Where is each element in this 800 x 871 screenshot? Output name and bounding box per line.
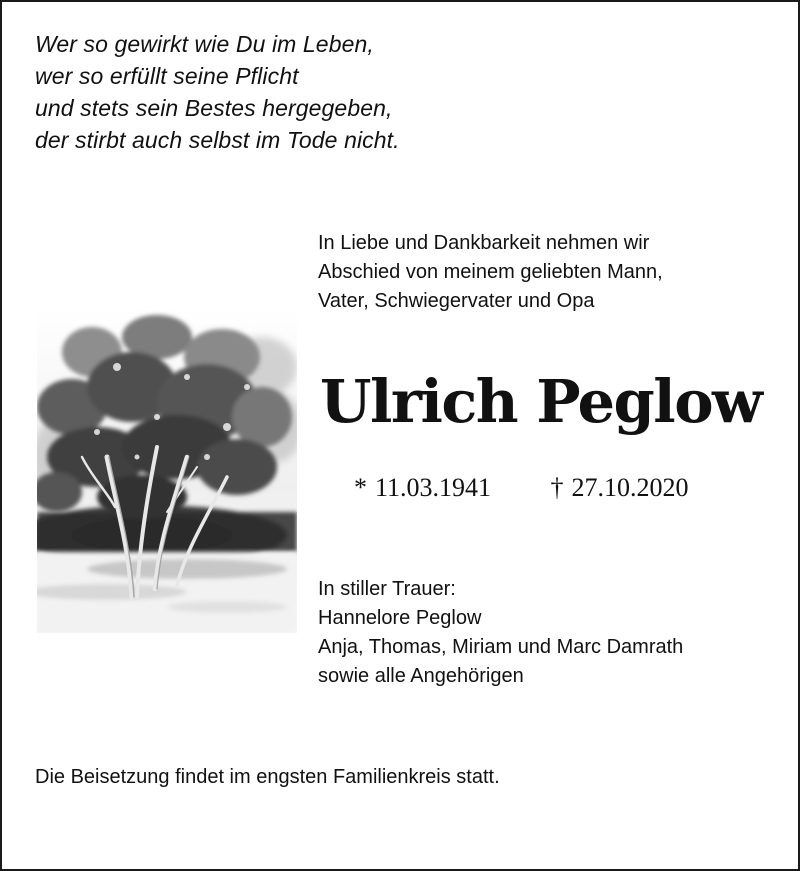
intro-line: Vater, Schwiegervater und Opa — [318, 290, 595, 312]
intro-line: In Liebe und Dankbarkeit nehmen wir — [318, 232, 650, 254]
deceased-name: Ulrich Peglow — [320, 367, 762, 436]
death-cross-icon: † — [550, 473, 564, 502]
death-date: 27.10.2020 — [571, 473, 689, 502]
birth-date-group — [354, 472, 544, 504]
mourners-line: sowie alle Angehörigen — [318, 665, 524, 687]
mourners-list — [318, 575, 788, 691]
birth-date: 11.03.1941 — [375, 473, 492, 502]
poem-line: Wer so gewirkt wie Du im Leben, — [35, 31, 374, 57]
poem-line: und stets sein Bestes hergegeben, — [35, 95, 393, 121]
death-date-group — [551, 472, 689, 504]
birth-star-icon: * — [354, 473, 367, 502]
mourners-line: Hannelore Peglow — [318, 607, 482, 629]
mourners-line: In stiller Trauer: — [318, 578, 456, 600]
trees-illustration — [37, 307, 297, 633]
memorial-poem — [35, 28, 595, 156]
funeral-note: Die Beisetzung findet im engsten Familienkreis statt. — [35, 766, 500, 788]
poem-line: der stirbt auch selbst im Tode nicht. — [35, 127, 400, 153]
farewell-intro — [318, 229, 788, 316]
intro-line: Abschied von meinem geliebten Mann, — [318, 261, 663, 283]
poem-line: wer so erfüllt seine Pflicht — [35, 63, 299, 89]
life-dates — [354, 472, 774, 504]
mourners-line: Anja, Thomas, Miriam und Marc Damrath — [318, 636, 684, 658]
